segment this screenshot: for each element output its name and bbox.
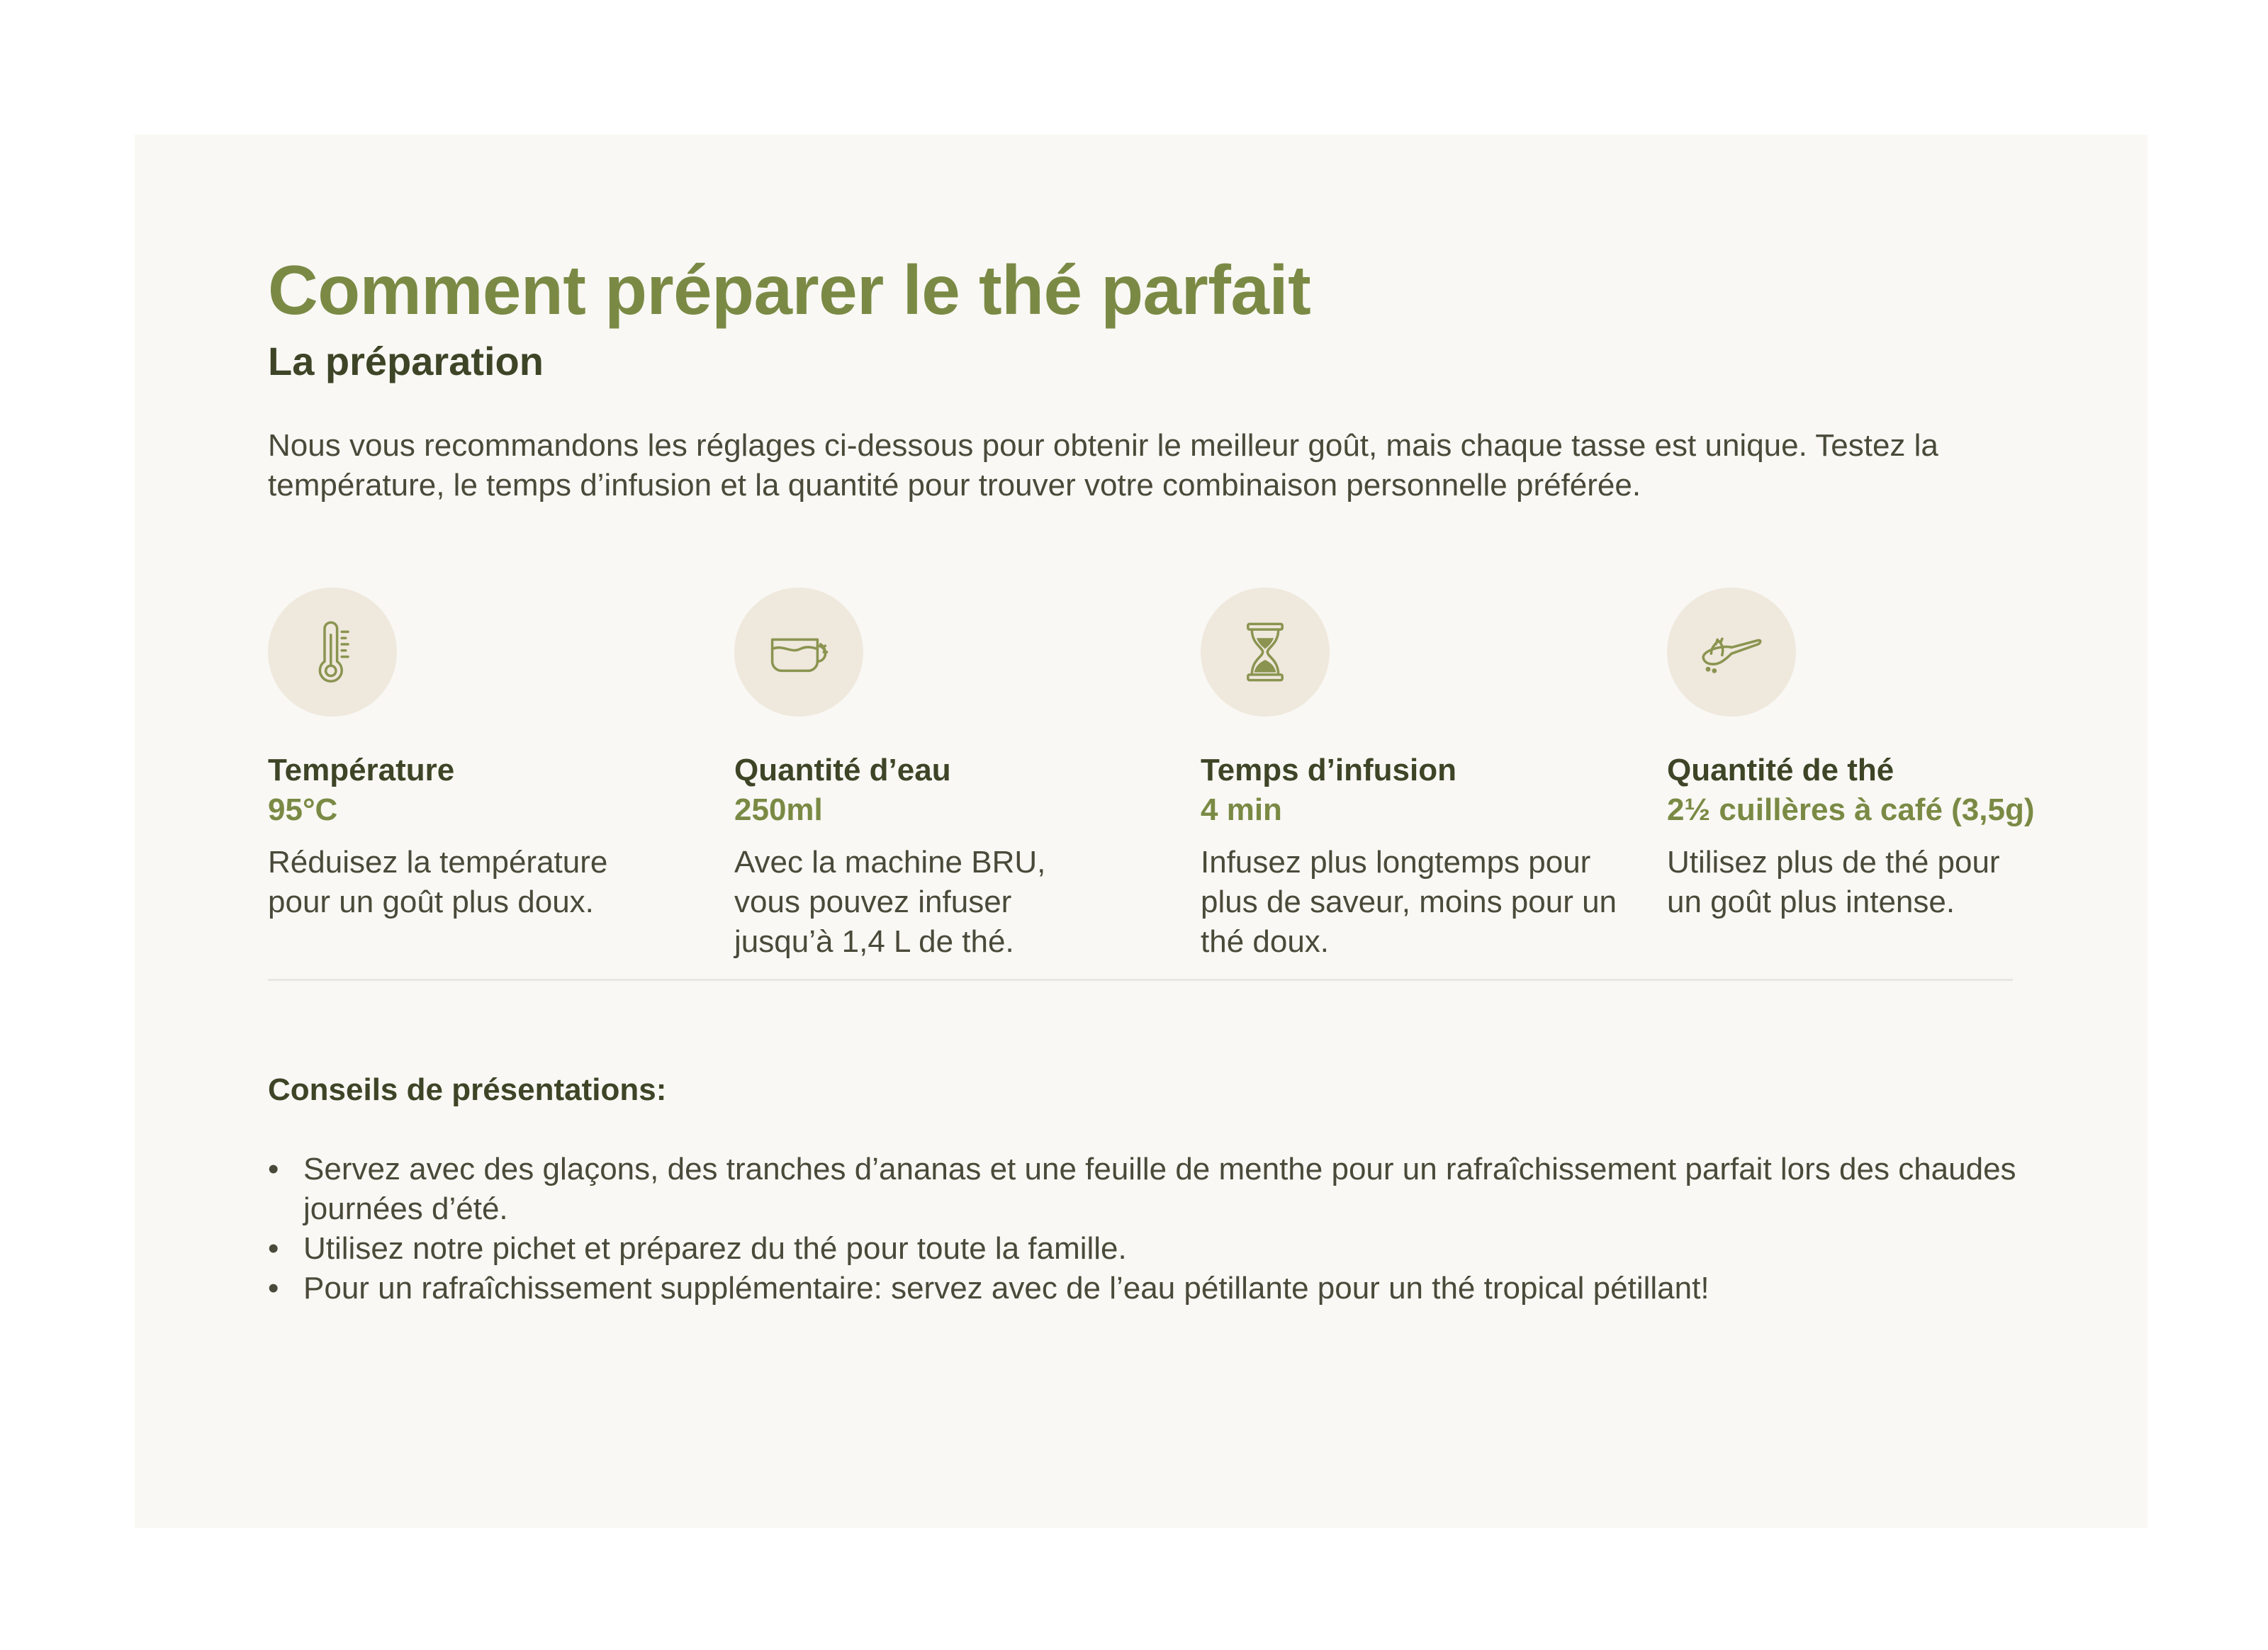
feature-description: Réduisez la température pour un goût plus doux. — [268, 844, 608, 919]
intro-paragraph: Nous vous recommandons les réglages ci-dessous pour obtenir le meilleur goût, mais chaque tasse est unique. Testez la température, le temps d’infusion et la quantité pour trouver votre combinaison personnelle préférée. — [268, 427, 1938, 503]
feature-label: Temps d’infusion — [1201, 752, 1456, 787]
tip-text: Servez avec des glaçons, des tranches d’ananas et une feuille de menthe pour un rafraîchissement parfait lors des chaudes journées d’été. — [303, 1151, 2016, 1226]
tip-text: Utilisez notre pichet et préparez du thé pour toute la famille. — [303, 1230, 1127, 1266]
tip-text: Pour un rafraîchissement supplémentaire: servez avec de l’eau pétillante pour un thé tropical pétillant! — [303, 1270, 1710, 1306]
feature-description: Infusez plus longtemps pour plus de saveur, moins pour un thé doux. — [1201, 844, 1617, 959]
list-item — [268, 1269, 2082, 1308]
feature-tea-quantity — [1667, 588, 2106, 922]
page-title: Comment préparer le thé parfait — [268, 251, 1311, 329]
tips-list — [268, 1150, 2082, 1308]
section-divider — [268, 979, 2013, 981]
tips-title: Conseils de présentations: — [268, 1072, 667, 1107]
feature-value: 250ml — [734, 792, 823, 827]
feature-description: Avec la machine BRU, vous pouvez infuser jusqu’à 1,4 L de thé. — [734, 844, 1046, 959]
feature-value: 2½ cuillères à café (3,5g) — [1667, 792, 2035, 827]
list-item — [268, 1150, 2082, 1229]
thermometer-icon — [268, 588, 397, 717]
bullet: • — [268, 1270, 279, 1306]
preparation-card — [135, 135, 2148, 1528]
card-content — [268, 252, 2082, 1308]
feature-temperature — [268, 588, 707, 922]
feature-grid — [268, 588, 2082, 963]
teacup-icon — [734, 588, 863, 717]
feature-description: Utilisez plus de thé pour un goût plus intense. — [1667, 844, 2000, 919]
spoon-icon — [1667, 588, 1796, 717]
feature-label: Quantité de thé — [1667, 752, 1894, 787]
section-subtitle: La préparation — [268, 338, 544, 383]
feature-infusion-time — [1201, 588, 1640, 962]
bullet: • — [268, 1230, 279, 1266]
feature-label: Quantité d’eau — [734, 752, 951, 787]
bullet: • — [268, 1151, 279, 1186]
hourglass-icon — [1201, 588, 1330, 717]
feature-label: Température — [268, 752, 455, 787]
feature-water — [734, 588, 1174, 962]
feature-value: 95°C — [268, 792, 338, 827]
feature-value: 4 min — [1201, 792, 1282, 827]
list-item — [268, 1229, 2082, 1269]
